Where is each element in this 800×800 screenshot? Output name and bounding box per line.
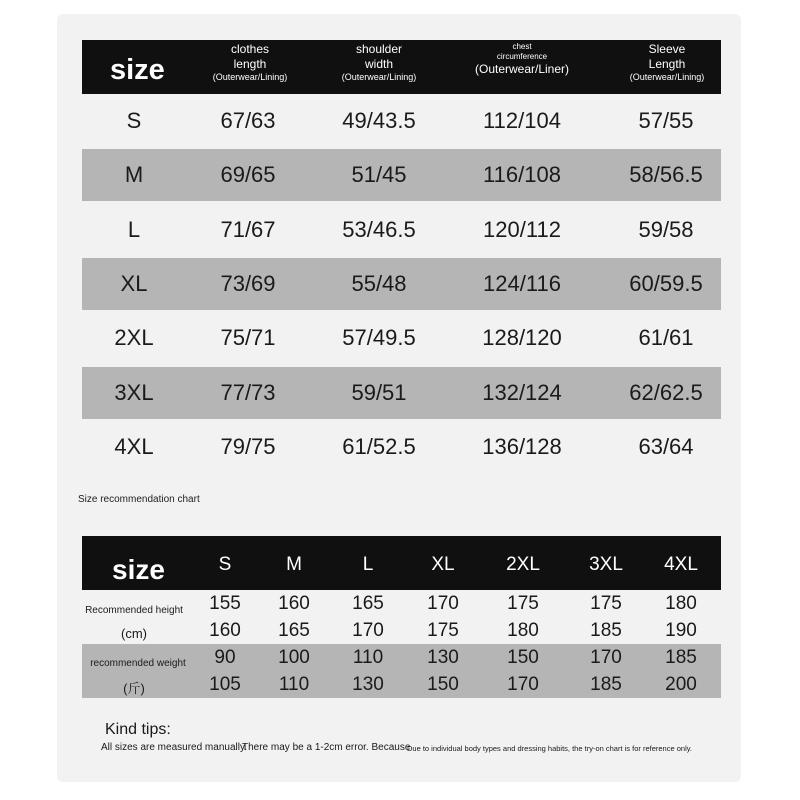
measurement-cell: 112/104 [483, 108, 561, 133]
size-cell: 2XL [114, 325, 154, 351]
header-text: length [233, 57, 267, 71]
weight-low-cell: 150 [507, 647, 539, 668]
measurement-row [82, 367, 721, 419]
measurement-cell: 53/46.5 [342, 216, 416, 242]
height-high-cell: 160 [209, 620, 241, 641]
weight-high-cell: 185 [590, 674, 622, 695]
recommendation-table-header [82, 536, 721, 590]
size-cell: 4XL [114, 433, 154, 459]
weight-low-cell: 110 [352, 647, 384, 668]
measurement-cell: 57/55 [638, 108, 694, 133]
measurement-cell: 55/48 [351, 270, 407, 296]
size-header-cell: S [218, 554, 232, 575]
height-high-cell: 175 [427, 620, 459, 641]
weight-low-cell: 100 [278, 647, 310, 668]
size-cell: 3XL [114, 379, 154, 405]
size-cell: M [124, 162, 144, 188]
size-cell: XL [120, 270, 148, 296]
height-unit: (cm) [121, 626, 147, 641]
header-clothes-length [200, 42, 300, 83]
size-header-cell: 4XL [664, 554, 698, 575]
weight-high-cell: 130 [352, 674, 384, 695]
weight-label: recommended weight [90, 658, 186, 669]
measurement-row [82, 312, 721, 364]
measurement-cell: 51/45 [351, 162, 407, 188]
height-low-cell: 155 [209, 593, 241, 614]
weight-band [82, 644, 721, 698]
size-header-cell: L [362, 554, 374, 575]
header-text: (Outerwear/Lining) [341, 72, 417, 82]
height-high-cell: 170 [352, 620, 384, 641]
measurement-cell: 71/67 [220, 216, 276, 242]
measurement-cell: 79/75 [220, 433, 276, 459]
header-sleeve-length [617, 42, 717, 83]
kind-tips-title: Kind tips: [105, 721, 171, 738]
height-low-cell: 170 [427, 593, 459, 614]
measurement-cell: 120/112 [483, 216, 561, 242]
height-low-cell: 180 [665, 593, 697, 614]
header-text: Length [648, 57, 686, 71]
header-text: width [364, 57, 393, 71]
measurement-cell: 116/108 [483, 162, 561, 188]
weight-low-cell: 130 [427, 647, 459, 668]
header-text: circumference [496, 52, 548, 61]
measurement-cell: 57/49.5 [342, 325, 416, 351]
measurement-cell: 60/59.5 [629, 270, 703, 296]
measurement-cell: 49/43.5 [342, 108, 416, 133]
size-row-header: size [112, 554, 165, 585]
measurement-cell: 132/124 [482, 379, 562, 405]
header-chest-circumference [472, 42, 572, 77]
height-low-cell: 160 [278, 593, 310, 614]
size-cell: L [127, 216, 141, 242]
header-text: (Outerwear/Lining) [212, 72, 288, 82]
size-header-cell: M [286, 554, 302, 575]
height-high-cell: 180 [507, 620, 539, 641]
measurement-cell: 62/62.5 [629, 379, 703, 405]
measurement-cell: 58/56.5 [629, 162, 703, 188]
size-cell: S [126, 108, 142, 133]
height-low-cell: 165 [352, 593, 384, 614]
height-low-cell: 175 [507, 593, 539, 614]
header-text: (Outerwear/Liner) [474, 62, 570, 76]
tips-line-1: All sizes are measured manually. [101, 742, 247, 753]
weight-low-cell: 185 [665, 647, 697, 668]
height-label: Recommended height [85, 605, 183, 616]
measurement-cell: 59/51 [351, 379, 407, 405]
measurement-cell: 63/64 [638, 433, 694, 459]
measurement-cell: 67/63 [220, 108, 276, 133]
size-header-cell: XL [431, 554, 455, 575]
measurement-row [82, 258, 721, 310]
measurement-table-header [82, 40, 721, 94]
size-header-cell: 2XL [506, 554, 540, 575]
height-band [82, 590, 721, 644]
measurement-cell: 73/69 [220, 270, 276, 296]
size-recommendation-caption: Size recommendation chart [78, 494, 200, 505]
header-text: clothes [230, 42, 270, 56]
measurement-cell: 61/61 [638, 325, 694, 351]
height-high-cell: 185 [590, 620, 622, 641]
measurement-cell: 69/65 [220, 162, 276, 188]
size-header-cell: 3XL [589, 554, 623, 575]
measurement-cell: 59/58 [638, 216, 694, 242]
measurement-cell: 61/52.5 [342, 433, 416, 459]
weight-unit: (斤) [123, 681, 145, 696]
header-shoulder-width [329, 42, 429, 83]
weight-high-cell: 105 [209, 674, 241, 695]
measurement-row [82, 149, 721, 201]
weight-low-cell: 90 [214, 647, 236, 668]
weight-high-cell: 170 [507, 674, 539, 695]
tips-line-3: Due to individual body types and dressing habits, the try-on chart is for reference only. [407, 744, 693, 753]
measurement-row [82, 95, 721, 147]
measurement-cell: 136/128 [482, 433, 562, 459]
measurement-row [82, 421, 721, 473]
measurement-cell: 124/116 [483, 270, 561, 296]
header-text: (Outerwear/Lining) [629, 72, 705, 82]
measurement-cell: 128/120 [482, 325, 562, 351]
size-column-header: size [110, 54, 165, 86]
measurement-cell: 75/71 [220, 325, 276, 351]
weight-high-cell: 150 [427, 674, 459, 695]
height-high-cell: 165 [278, 620, 310, 641]
header-text: chest [512, 42, 532, 51]
weight-high-cell: 110 [278, 674, 310, 695]
measurement-cell: 77/73 [220, 379, 276, 405]
header-text: Sleeve [648, 42, 686, 56]
measurement-row [82, 204, 721, 256]
height-high-cell: 190 [665, 620, 697, 641]
tips-line-2: There may be a 1-2cm error. Because [242, 742, 411, 753]
height-low-cell: 175 [590, 593, 622, 614]
weight-high-cell: 200 [665, 674, 697, 695]
header-text: shoulder [355, 42, 403, 56]
weight-low-cell: 170 [590, 647, 622, 668]
